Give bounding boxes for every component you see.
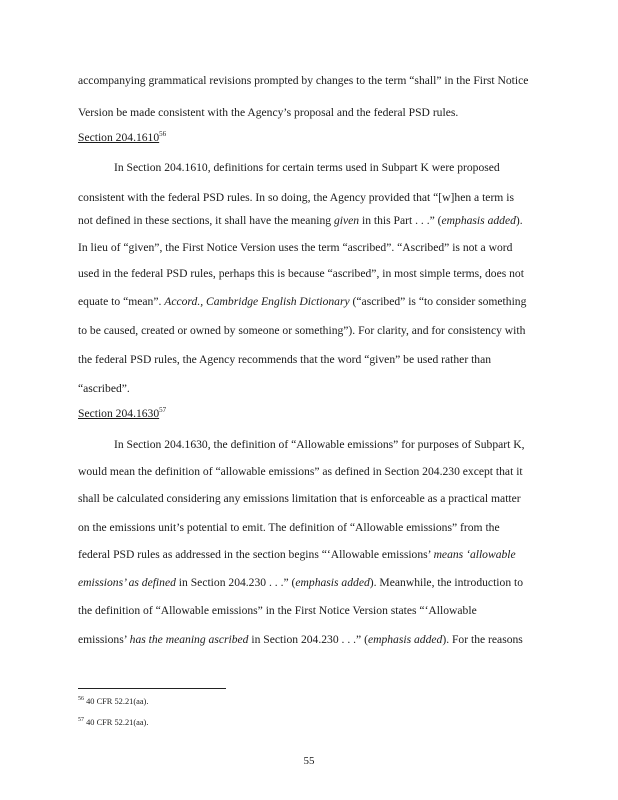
text-line: Version be made consistent with the Agency’s proposal and the federal PSD rules. xyxy=(78,106,459,119)
emphasis: emphasis added xyxy=(367,633,443,646)
text-run: in Section 204.230 . . .” ( xyxy=(175,576,296,589)
text-line: In Section 204.1630, the definition of “Allowable emissions” for purposes of Subpart K, xyxy=(114,438,525,451)
footnote-ref: 57 xyxy=(159,406,167,415)
text-line xyxy=(78,576,523,589)
text-line: on the emissions unit’s potential to emit. The definition of “Allowable emissions” from the xyxy=(78,521,500,534)
text-line: the definition of “Allowable emissions” in the First Notice Version states “‘Allowable xyxy=(78,604,477,617)
emphasis: given xyxy=(333,214,360,227)
text-line: accompanying grammatical revisions prompted by changes to the term “shall” in the First Notice xyxy=(78,74,529,87)
text-line: shall be calculated considering any emissions limitation that is enforceable as a practical matter xyxy=(78,492,521,505)
text-line: the federal PSD rules, the Agency recommends that the word “given” be used rather than xyxy=(78,353,492,366)
text-line xyxy=(78,548,516,561)
text-line xyxy=(78,295,526,308)
text-run: emissions’ xyxy=(78,633,130,646)
footnote-ref: 56 xyxy=(159,130,167,139)
section-title: Section 204.1630 xyxy=(78,407,160,420)
footnote xyxy=(78,697,148,706)
text-run: not defined in these sections, it shall have the meaning xyxy=(78,214,334,227)
text-run: federal PSD rules as addressed in the section begins “‘Allowable emissions’ xyxy=(78,548,434,561)
page-number: 55 xyxy=(303,755,315,767)
emphasis: means ‘allowable xyxy=(433,548,516,561)
emphasis: emphasis added xyxy=(441,214,516,227)
footnote-text: 40 CFR 52.21(aa). xyxy=(86,697,149,706)
text-run: (“ascribed” is “to consider something xyxy=(349,295,527,308)
footnote-number: 56 xyxy=(78,696,84,703)
text-run: in this Part . . .” ( xyxy=(359,214,442,227)
text-line xyxy=(78,214,523,227)
emphasis: has the meaning ascribed xyxy=(129,633,249,646)
text-run: ). For the reasons xyxy=(442,633,523,646)
footnote-text: 40 CFR 52.21(aa). xyxy=(86,718,149,727)
emphasis: emphasis added xyxy=(295,576,370,589)
text-line: used in the federal PSD rules, perhaps this is because “ascribed”, in most simple terms, does not xyxy=(78,267,524,280)
text-run: ). xyxy=(515,214,523,227)
text-line: to be caused, created or owned by someone or something”). For clarity, and for consistency with xyxy=(78,324,526,337)
footnote-divider xyxy=(78,688,226,689)
section-heading xyxy=(78,407,166,420)
emphasis: emissions’ as defined xyxy=(78,576,176,589)
text-line: would mean the definition of “allowable emissions” as defined in Section 204.230 except that it xyxy=(78,465,523,478)
section-title: Section 204.1610 xyxy=(78,131,160,144)
text-line: In lieu of “given”, the First Notice Version uses the term “ascribed”. “Ascribed” is not a word xyxy=(78,241,513,254)
text-run: in Section 204.230 . . .” ( xyxy=(248,633,368,646)
text-line xyxy=(78,633,523,646)
text-line: consistent with the federal PSD rules. In so doing, the Agency provided that “[w]hen a term is xyxy=(78,191,514,204)
text-run: ). Meanwhile, the introduction to xyxy=(369,576,524,589)
text-line: “ascribed”. xyxy=(78,382,130,395)
footnote-number: 57 xyxy=(78,717,84,724)
text-line: In Section 204.1610, definitions for certain terms used in Subpart K were proposed xyxy=(114,161,500,174)
section-heading xyxy=(78,131,166,144)
text-run: equate to “mean”. xyxy=(78,295,165,308)
footnote xyxy=(78,718,148,727)
emphasis: Accord., Cambridge English Dictionary xyxy=(164,295,350,308)
